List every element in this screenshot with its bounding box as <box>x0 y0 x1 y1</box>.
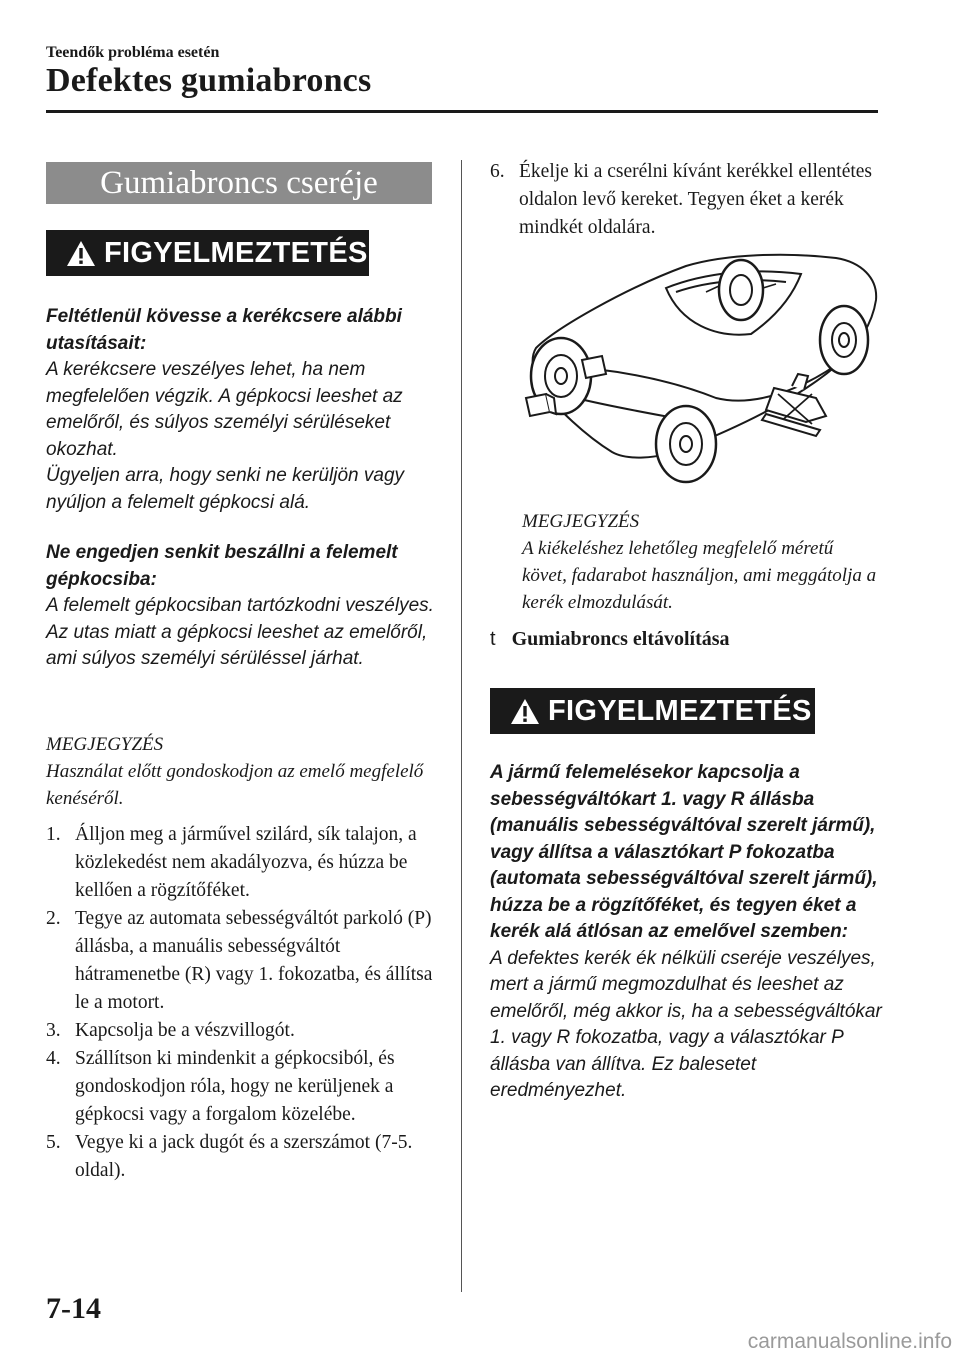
step-text: Kapcsolja be a vészvillogót. <box>75 1020 295 1041</box>
column-divider <box>461 160 462 1292</box>
warning-paragraph: A felemelt gépkocsiban tartózkodni veszélyes. Az utas miatt a gépkocsi leeshet az emelőről, ami súlyos személyi sérüléssel járhat. <box>46 595 434 669</box>
warning-label: FIGYELMEZTETÉS <box>548 695 812 727</box>
step-text: Álljon meg a járművel szilárd, sík talajon, a közlekedést nem akadályozva, és húzza be kellően a rögzítőféket. <box>75 824 417 901</box>
step-item <box>46 821 441 905</box>
step-text: Tegye az automata sebességváltót parkoló (P) állásba, a manuális sebességváltót hátramenetbe (R) vagy 1. fokozatba, és állítsa le a motort. <box>75 908 433 1013</box>
page-number: 7-14 <box>46 1292 101 1325</box>
note-text: A kiékeléshez lehetőleg megfelelő méretű követ, fadarabot használjon, ami meggátolja a kerék elmozdulását. <box>522 538 877 613</box>
step-item <box>46 1129 441 1185</box>
step-list <box>46 821 441 1185</box>
warning-paragraph: Ügyeljen arra, hogy senki ne kerüljön vagy nyúljon a felemelt gépkocsi alá. <box>46 465 405 513</box>
watermark: carmanualsonline.info <box>747 1330 952 1353</box>
warning-badge <box>46 230 369 276</box>
note-block <box>522 508 882 616</box>
chapter-subtitle: Teendők probléma esetén <box>46 44 220 61</box>
warning-heading: Ne engedjen senkit beszállni a felemelt gépkocsiba: <box>46 542 398 590</box>
subsection-bullet: t <box>490 628 496 650</box>
step-list <box>490 158 890 242</box>
subsection-title: Gumiabroncs eltávolítása <box>511 628 730 650</box>
warning-paragraph: A kerékcsere veszélyes lehet, ha nem megfelelően végzik. A gépkocsi leeshet az emelőről, és súlyos személyi sérüléseket okozhat. <box>46 359 403 460</box>
step-item <box>46 1017 441 1045</box>
warning-heading: A jármű felemelésekor kapcsolja a sebességváltókart 1. vagy R állásba (manuális sebességváltóval szerelt jármű), vagy állítsa a választókart P fokozatba (automata sebességváltóval szerelt jármű), húzza be a rögzítőféket, és tegyen éket a kerék alá átlósan az emelővel szemben: <box>490 762 878 942</box>
step-number: 4. <box>46 1048 61 1069</box>
step-number: 2. <box>46 908 61 929</box>
step-item <box>46 905 441 1017</box>
step-number: 3. <box>46 1020 61 1041</box>
warning-text-block <box>490 760 890 1105</box>
step-item <box>490 158 890 242</box>
step-text: Vegye ki a jack dugót és a szerszámot (7-5. oldal). <box>75 1132 413 1181</box>
warning-text-block <box>46 304 436 516</box>
subsection-heading <box>490 628 730 651</box>
warning-triangle-icon <box>510 698 540 725</box>
step-item <box>46 1045 441 1129</box>
step-number: 5. <box>46 1132 61 1153</box>
section-title: Gumiabroncs cseréje <box>46 162 432 204</box>
warning-triangle-icon <box>66 240 96 267</box>
note-block <box>46 731 436 812</box>
car-wheel-chock-illustration <box>516 248 888 496</box>
step-number: 1. <box>46 824 61 845</box>
step-text: Ékelje ki a cserélni kívánt kerékkel ellentétes oldalon levő kereket. Tegyen éket a kerék mindkét oldalára. <box>519 161 873 238</box>
step-text: Szállítson ki mindenkit a gépkocsiból, és gondoskodjon róla, hogy ne kerüljenek a gépkocsi vagy a forgalom közelébe. <box>75 1048 395 1125</box>
warning-paragraph: A defektes kerék ék nélküli cseréje veszélyes, mert a jármű megmozdulhat és leeshet az emelőről, még akkor is, ha a sebességváltókar 1. vagy R fokozatba, vagy a választókar P állásba van állítva. Ez balesetet eredményezhet. <box>490 947 882 1101</box>
header-rule <box>46 110 878 113</box>
note-label: MEGJEGYZÉS <box>46 734 164 755</box>
note-label: MEGJEGYZÉS <box>522 511 640 532</box>
warning-text-block <box>46 540 436 673</box>
step-number: 6. <box>490 161 505 182</box>
warning-badge <box>490 688 815 734</box>
note-text: Használat előtt gondoskodjon az emelő megfelelő kenéséről. <box>46 761 424 809</box>
page-title: Defektes gumiabroncs <box>46 62 372 99</box>
warning-label: FIGYELMEZTETÉS <box>104 237 368 269</box>
warning-heading: Feltétlenül kövesse a kerékcsere alábbi utasításait: <box>46 306 402 354</box>
